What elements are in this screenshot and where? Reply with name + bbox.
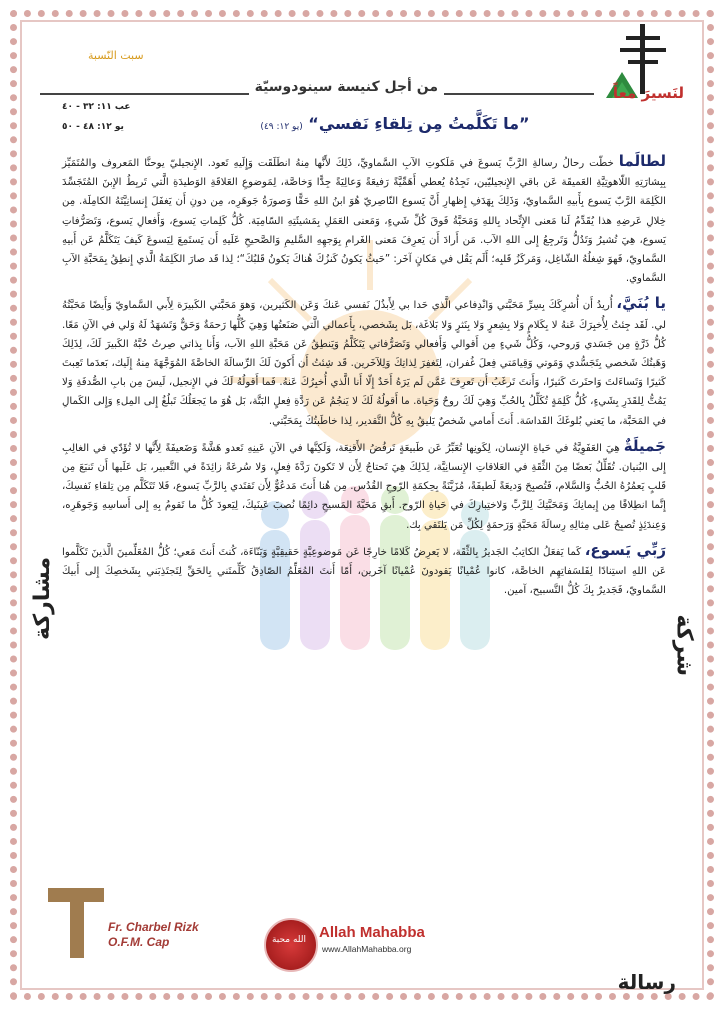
paragraph-text: هِيَ العَفَوِيَّةُ في حَياةِ الإِنسان، لِكَونِها تُعَبِّرُ عَن طَبيعَةٍ تَرفُضُ الأَقنِعَة، وَلَكِنَّها في الآنِ عَينِهِ تَعدو هَشَّةً وَضَعيفَةً لِأَنَّها لا تُؤَدّي في الغالِبِ إِلى البُنيان. تُقَلِّلُ بَعضًا مِنَ الثِّقَةِ في العَلاقاتِ الإِنسانِيَّة، لِذَلِكَ هِيَ تَحتاجُ لِأَن لا تَكونَ رَدَّةَ فِعلٍ، وَلا سُرعَةً زائِدَةً في التَّعبير، بَل عَلَيها أَن تَنبَعَ مِن قَلبٍ يَعمُرُهُ الحُبُّ وَالسَّلام، فَتُصبِحَ وَديعَةً لَطيفَةً، مُزَيَّنَةً بِحِكمَةِ الرّوحِ القُدُس. مِن هُنا أَنتَ مَدعُوٌّ لِأَن تَقتَدي بِالرَّبِّ يَسوع، فَلا تَتَكَلَّم مِن تِلقاءِ نَفسِكَ، إِنَّما انطِلاقًا مِن إِيمانِكَ وَمَحَبَّتِكَ لِلرَّبِّ وَلاختِبارِكَ في حَياةِ الرّوح. أَبقِ مَحَبَّةَ المَسيحِ دائِمًا نُصبَ عَينَيكَ، لِيَعودَ كُلُّ ما تَقومُ بِهِ إِلى أَساسِهِ وَجَوهَرِه، وَعِندَئِذٍ تُصبِحُ عَلى مِثالِهِ رِسالَةَ مَحَبَّةٍ وَرَحمَةٍ لِكُلِّ مَن يَلتَقي بِك. (62, 442, 666, 531)
author-name: Fr. Charbel Rizk (108, 920, 199, 934)
side-label-mission: رسالة (617, 970, 676, 994)
seal-text: الله محبة (271, 935, 307, 945)
title-text: ”ما تَكَلَّمتُ مِن تِلقاءِ نَفسي“ (308, 114, 530, 133)
side-label-communion: شركة (671, 614, 696, 676)
liturgical-day: سبت النّسبة (88, 49, 144, 62)
paragraph-3 (62, 437, 666, 535)
title-verse: (يو ١٢: ٤٩) (260, 122, 303, 132)
reading-ref-1: عب ١١: ٣٢ - ٤٠ (62, 102, 131, 112)
paragraph-text: كَما يَفعَلُ الكاتِبُ الجَديرُ بِالثِّقَة، لا يَعرِضُ كَلامًا خارِجًا عَن مَوضوعِيَّةٍ حَقيقِيَّةٍ وَبَنّاءَة، كُنتَ أَنتَ مَعي؛ كُلُّ المُعَلِّمينَ الَّذينَ تَكَلَّموا عَن اللهِ استِنادًا لِفَلسَفاتِهِم الخاصَّة، كانوا عُمْيانًا يَقودونَ عُمْيانًا آخَرين، أَمّا أَنتَ المُعَلِّمُ الصّادِقُ كَلِّمتَني بِالحَقِّ لِتَجتَذِبَني بِشَخصِكَ إِلى أَبيكَ السَّماويّ، فَجَديرٌ بِكَ كُلُّ التَّسبيح، آمين. (62, 546, 666, 597)
paragraph-lead: يا بُنَيَّ، (616, 294, 666, 313)
author-signature (108, 920, 199, 950)
side-label-participation: مشاركة (30, 556, 55, 640)
brand-title: لنَسيرَ معاً (612, 84, 684, 102)
paragraph-2 (62, 294, 666, 430)
org-name: Allah Mahabba (319, 924, 425, 941)
paragraph-4 (62, 541, 666, 601)
reflection-body (62, 152, 666, 606)
paragraph-lead: رَبِّي يَسوع، (584, 540, 666, 559)
reading-ref-2: يو ١٢: ٤٨ - ٥٠ (62, 122, 124, 132)
author-order: O.F.M. Cap (108, 935, 170, 949)
paragraph-text: أُريدُ أَن أُشرِكَكَ بِسِرِّ مَحَبَّتي وَانْدِفاعي الَّذي حَدا بي لِأَبذُلَ نَفسي عَنكَ وَعَن الكَثيرين، وَهوَ مَحَبَّتي الكَبيرَة لِأَبي السَّماويّ وَأَيضًا مَحَبَّتُهُ لي. لَقَد جِئتُ لِأُخبِرَكَ عَنهُ لا بِكَلامٍ وَلا بِشِعرٍ وَلا بِنَثرٍ وَلا بَلاغَة، بَل بِشَخصي، بِأَعمالي الَّتي صَنَعتُها وَهِيَ كُلُّها رَحمَةٌ وَحَقٌّ وَتَشهَدُ لَهُ وَلي في الآنِ مَعًا. كُلُّ ذَرَّةٍ مِن جَسَدي وَروحي، وَكُلُّ شَيءٍ مِن أَقوالي وَأَفعالي وَتَصَرُّفاتي يَتَكَلَّمُ وَيَنطِقُ عَن مَحَبَّةِ اللهِ الآب، وَأَنا بِذاتي صِرتُ حُبَّهُ الكَبيرَ لَكَ، لِذَلِكَ وَهَبتُكَ شَخصي بِتَجَسُّدي وَمَوتي وَقِيامَتي فِعلَ غُفران، لِتَغفِرَ لِذاتِكَ وَلِلآخَرين. قَد شِئتُ أَن أَكونَ لَكَ الرِّسالَةَ الخاصَّةَ المُوَجَّهَةَ مِنهُ إِلَيك، بَعدَما تَعِبتَ كَثيرًا وَتَساءَلتَ وَاحتَرتَ كَثيرًا، وَأَنتَ تَرغَبُ أَن تَعرِفَ عَمَّن لَم يَرَهُ أَحَدٌ إِلّا أَنا الَّذي أُخبِرُكَ عَنهُ. فَما أَقولُهُ لَكَ في الإِنجيل، لَيسَ مِن بابِ الصُّدفَةِ وَلا يَمُتُّ لِلقَدَرِ بِشَيءٍ، كُلُّ كَلِمَةٍ تُكَلِّلُ بِالحُبِّ وَهِيَ لَكَ روحٌ وَحَياة. ما أَقولُهُ لَكَ لا يَنجُمُ عَن رَدَّةِ فِعلٍ البَتَّة، بَل هُوَ ما يَجعَلُكَ تَبلُغُ إِلى المِلءِ وَإِلى الكَمالِ في المَحَبَّة، ما يَعني بُلوغَكَ القَداسَة. أَنتَ أَمامي شَخصٌ يَليقُ بِهِ كُلُّ التَّقدير، لِذا خاطَبتُكَ بِمَحَبَّتي. (62, 300, 666, 427)
paragraph-1 (62, 152, 666, 288)
paragraph-text: خطّت رحالُ رسالةِ الرَّبِّ يَسوعَ في مَلَكوتِ الآبِ السَّماويِّ، ذَلِكَ لأَنَّها مِنهُ انطَلَقَت وَإِلَيهِ تَعود. الإِنجيليّ يوحنَّا المَعروف والمُتَمَيِّز بِبِشارَتِهِ اللّاهوتِيَّةِ العَميقَة عَن باقي الإِنجيليّين، نَجِدُهُ يُعطي أَهَمِّيَّةً رَفيعَةً وَعالِيَةً جِدًّا وَخاصَّة، لِمَوضوعِ العَلاقَةِ الوَطيدَةِ الَّتي تَربِطُ الإِبنَ المُتَجَسِّدَ الكَلِمَة الرَّبّ يَسوع بِأَبيهِ السَّماويّ، وَذَلِكَ بِهَدَفِ إِظهارِ أَنَّ يَسوع النّاصِريّ هُوَ ابنُ اللهِ حَقًّا وَصورَةُ جَوهَرِه، مِن دونِ أَن يَغفَلَ إِنسانِيَّتَهُ الكامِلَة. مِن خِلالِ عَرضِهِ هذا يُقَدِّمُ لَنا مَعنى الإِتِّحاد بِاللهِ وَمَحَبَّةُ فَوقَ كُلِّ شَيءٍ، وَمَعنى العَمَلِ بِمَشيئَتِهِ السّامِيَة. كُلُّ كَلِماتِ يَسوع، وَأَفعالِ يَسوع، وَتَصَرُّفاتِ يَسوع، هِيَ تُشيرُ وَتَدُلُّ وَتَرجِعُ إِلى اللهِ الآب. مَن أَرادَ أَن يَعرِفَ مَعنى الغَرامِ بِوَجهِهِ السَّليمِ وَالصَّحيحِ عَلَيهِ أَن يَستَمِعَ لِيَسوعَ كَيفَ يَتَكَلَّمُ عَن أَبيهِ السَّماويّ، فَهوَ شِغلُهُ الشّاغِل، وَمَركَزُ قَلبِه؛ أَلَم يَقُل في مَكانٍ آخَر: ”حَيثُ يَكونُ كَنزُكَ هُناكَ يَكونُ قَلبُكَ“؛ لِذا قَد صارَ الكَلِمَةُ الَّذي إِنطِقُ بِمَحَبَّةِ الآبِ السَّماوي. (62, 158, 666, 285)
paragraph-lead: جَميلَةٌ (623, 436, 666, 455)
allah-mahabba-seal-icon (264, 918, 318, 972)
page-title (215, 114, 575, 133)
paragraph-lead: لطالَما (618, 152, 666, 170)
brand-subtitle: من أجل كنيسة سينودوسيّة (249, 79, 444, 95)
org-url[interactable]: www.AllahMahabba.org (322, 944, 412, 954)
